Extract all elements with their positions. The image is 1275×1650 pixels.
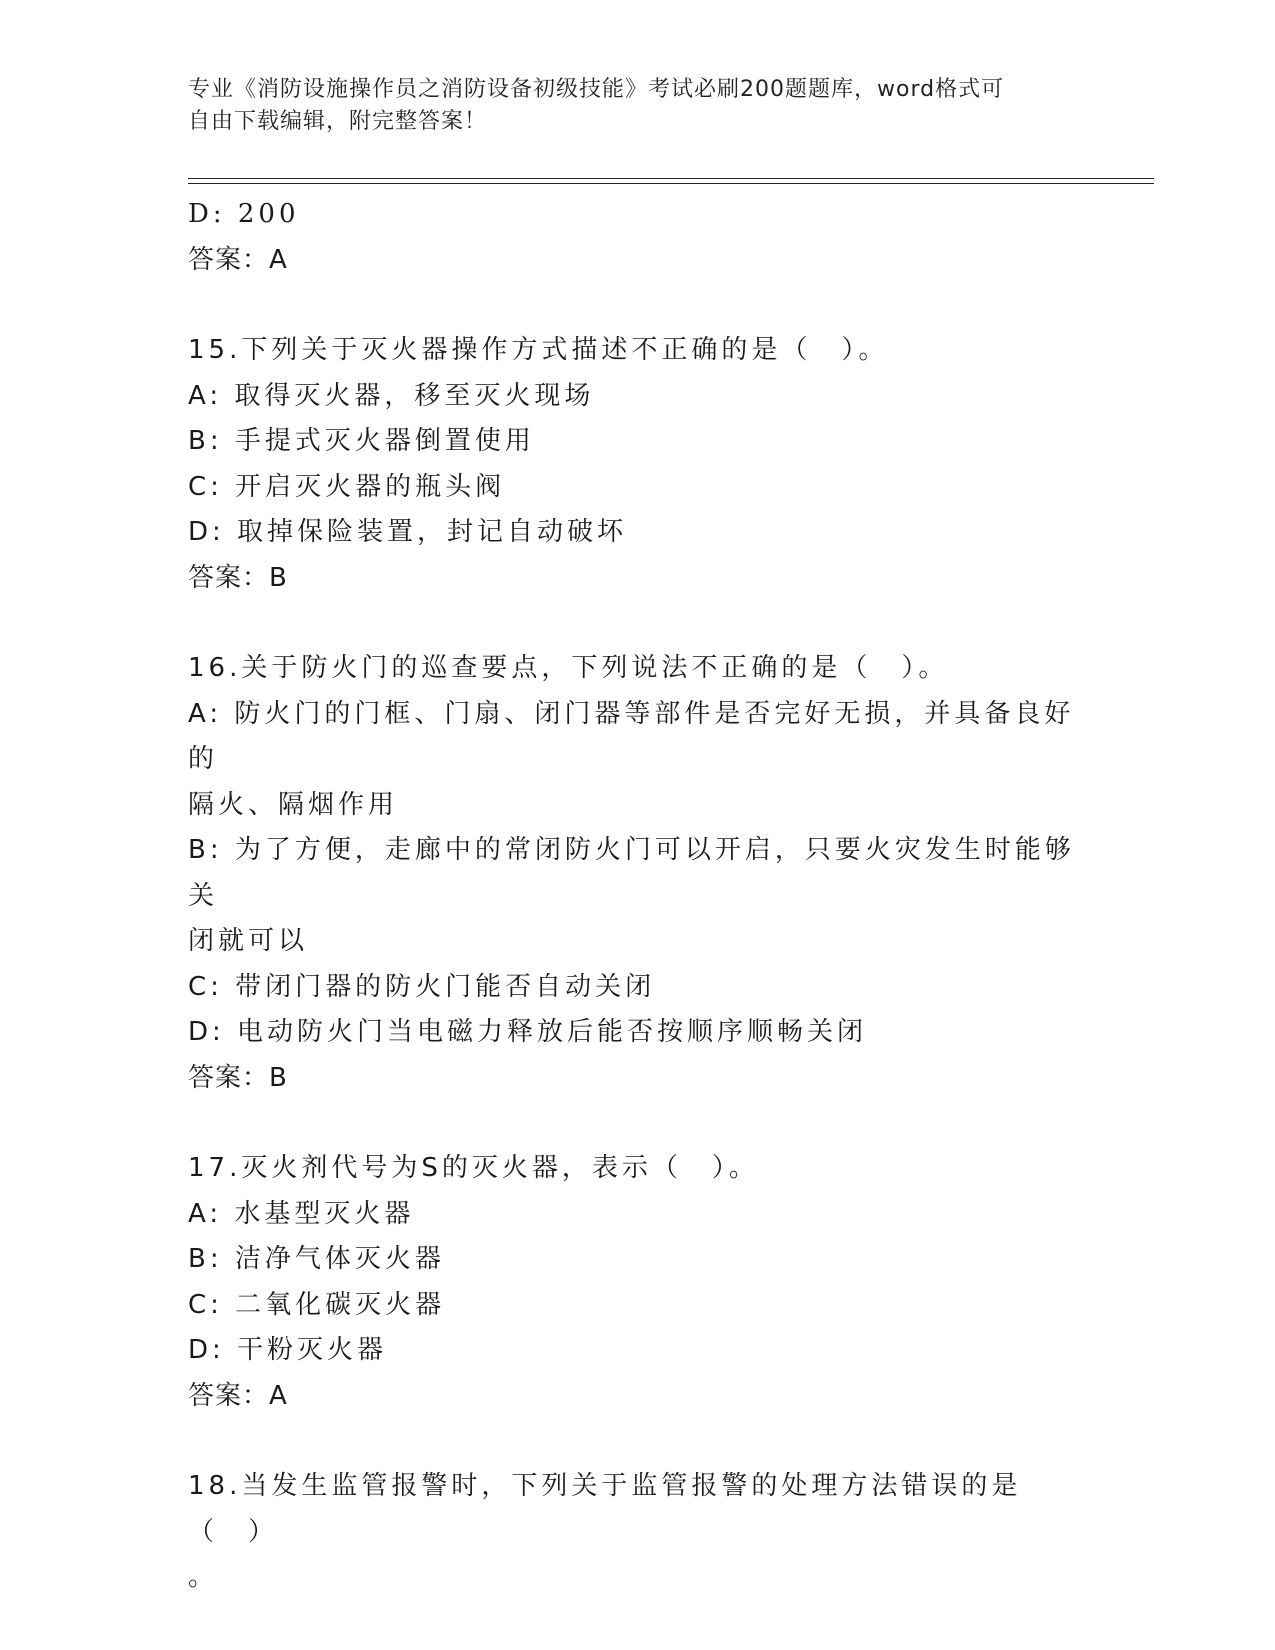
question-stem: 17.灭火剂代号为S的灭火器，表示（ ）。 xyxy=(188,1153,759,1183)
answer-line: 答案：B xyxy=(188,562,288,593)
header-rule-top xyxy=(188,178,1154,179)
option-b-line-1: B: 为了方便，走廊中的常闭防火门可以开启，只要火灾发生时能够关 xyxy=(188,835,1075,911)
question-15 xyxy=(188,328,1088,601)
question-18 xyxy=(188,1464,1088,1601)
option-c: C: 带闭门器的防火门能否自动关闭 xyxy=(188,971,656,1002)
option-a-line-2: 隔火、隔烟作用 xyxy=(188,789,399,820)
question-16 xyxy=(188,646,1088,1101)
document-header xyxy=(188,74,1088,138)
option-d: D: 电动防火门当电磁力释放后能否按顺序顺畅关闭 xyxy=(188,1017,868,1047)
answer-line: 答案：A xyxy=(188,1380,288,1411)
option-c: C: 开启灭火器的瓶头阀 xyxy=(188,471,506,502)
document-body xyxy=(188,192,1088,1601)
header-rule-bottom xyxy=(188,183,1154,184)
question-stem-line-2: 。 xyxy=(188,1562,219,1592)
option-b-line-2: 闭就可以 xyxy=(188,926,309,956)
question-stem-line-1: 18.当发生监管报警时，下列关于监管报警的处理方法错误的是（ ） xyxy=(188,1471,1022,1547)
option-a: A: 水基型灭火器 xyxy=(188,1198,415,1229)
answer-line: 答案：B xyxy=(188,1062,288,1093)
option-a-line-1: A: 防火门的门框、门扇、闭门器等部件是否完好无损，并具备良好的 xyxy=(188,698,1075,774)
header-line-2: 自由下载编辑，附完整答案！ xyxy=(188,109,488,134)
option-b: B: 洁净气体灭火器 xyxy=(188,1244,445,1274)
option-b: B: 手提式灭火器倒置使用 xyxy=(188,426,535,456)
question-17 xyxy=(188,1146,1088,1419)
question-stem: 15.下列关于灭火器操作方式描述不正确的是（ ）。 xyxy=(188,335,889,365)
option-d: D: 200 xyxy=(188,199,300,229)
question-stem: 16.关于防火门的巡查要点，下列说法不正确的是（ ）。 xyxy=(188,653,949,683)
answer-line: 答案：A xyxy=(188,244,288,275)
option-c: C: 二氧化碳灭火器 xyxy=(188,1289,446,1320)
option-d: D: 取掉保险装置，封记自动破坏 xyxy=(188,517,628,547)
option-d: D: 干粉灭火器 xyxy=(188,1335,388,1365)
header-line-1: 专业《消防设施操作员之消防设备初级技能》考试必刷200题题库，word格式可 xyxy=(188,77,1005,102)
previous-question-tail xyxy=(188,192,1088,283)
option-a: A: 取得灭火器，移至灭火现场 xyxy=(188,380,595,411)
